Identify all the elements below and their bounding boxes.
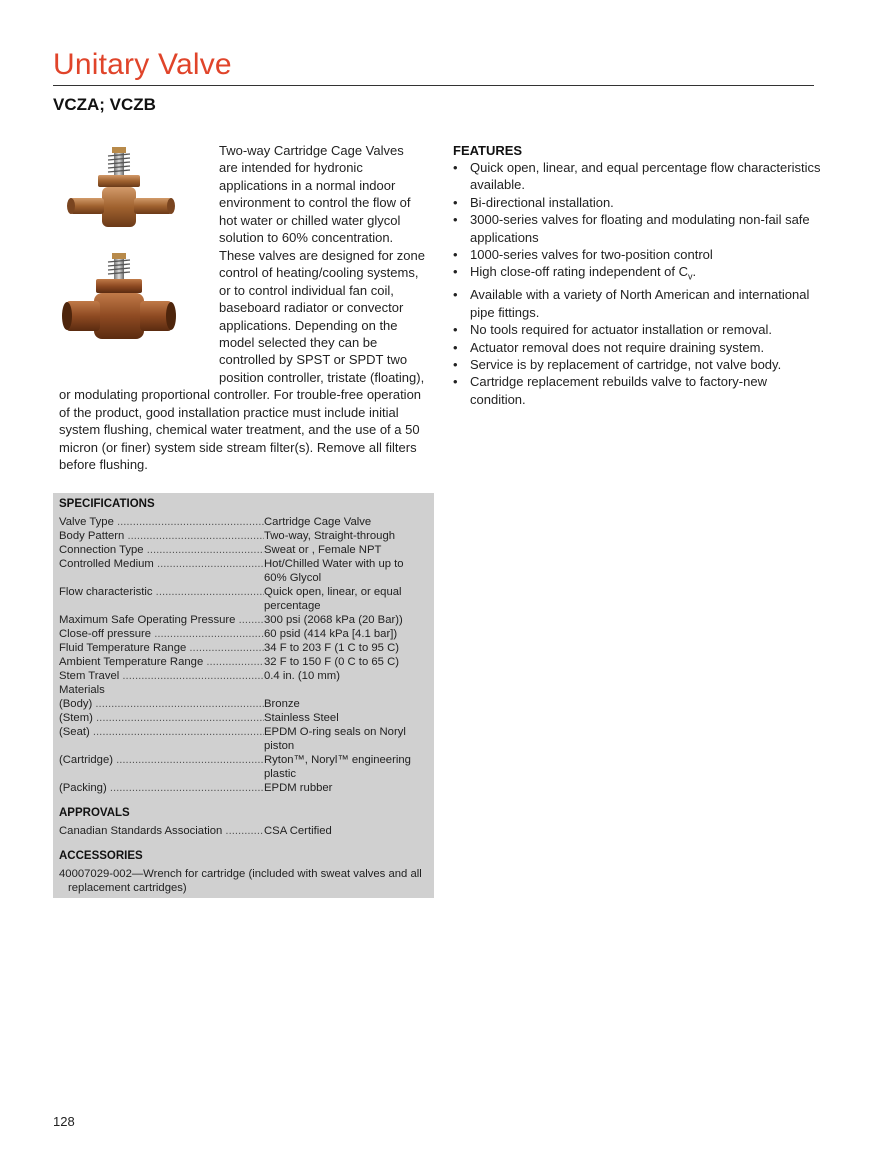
spec-value: 32 F to 150 F (0 C to 65 C) — [264, 656, 399, 668]
spec-row — [59, 669, 427, 683]
approval-row — [59, 824, 427, 838]
spec-label: Valve Type ..... — [59, 515, 264, 529]
spec-label: Maximum Safe Operating Pressure ..... — [59, 613, 264, 627]
spec-label: (Cartridge) ..... — [59, 753, 264, 781]
page-number: 128 — [53, 1114, 75, 1129]
spec-label: Canadian Standards Association ..... — [59, 824, 264, 838]
spec-value: Sweat or , Female NPT — [264, 544, 382, 556]
spec-value: EPDM O-ring seals on Noryl piston — [264, 726, 406, 752]
list-item: • Bi-directional installation. — [453, 194, 823, 211]
spec-row — [59, 543, 427, 557]
list-item: • 3000-series valves for floating and modulating non-fail safe applications — [453, 211, 823, 246]
spec-value: 34 F to 203 F (1 C to 95 C) — [264, 642, 399, 654]
cv-subscript: v — [688, 272, 693, 283]
spec-value: Ryton™, Noryl™ engineering plastic — [264, 754, 411, 780]
spec-row — [59, 627, 427, 641]
spec-label: (Stem) ..... — [59, 711, 264, 725]
list-item: • Service is by replacement of cartridge, not valve body. — [453, 356, 823, 373]
specifications-box — [53, 493, 434, 898]
spec-row — [59, 613, 427, 627]
spec-label: Body Pattern ..... — [59, 529, 264, 543]
materials-row — [59, 683, 427, 697]
list-item: • No tools required for actuator installation or removal. — [453, 321, 823, 338]
spec-label: (Seat) ..... — [59, 725, 264, 753]
spec-row — [59, 529, 427, 543]
features-heading: FEATURES — [453, 143, 523, 158]
spec-row — [59, 725, 427, 753]
spec-row — [59, 557, 427, 585]
spec-value: 60 psid (414 kPa [4.1 bar]) — [264, 628, 398, 640]
spec-label: Controlled Medium ..... — [59, 557, 264, 585]
spec-row — [59, 781, 427, 795]
spec-label: (Packing) ..... — [59, 781, 264, 795]
spec-label: Fluid Temperature Range ..... — [59, 641, 264, 655]
spec-value: Stainless Steel — [264, 712, 339, 724]
spec-label: (Body) ..... — [59, 697, 264, 711]
accessory-item — [59, 867, 427, 895]
spec-row — [59, 711, 427, 725]
spec-row — [59, 641, 427, 655]
page-title: Unitary Valve — [53, 48, 232, 81]
spec-label: Stem Travel ..... — [59, 669, 264, 683]
features-section — [453, 142, 823, 408]
spec-label: Ambient Temperature Range ..... — [59, 655, 264, 669]
spec-value: Hot/Chilled Water with up to 60% Glycol — [264, 558, 404, 584]
cv-feature-text: High close-off rating independent of C — [470, 264, 689, 280]
accessory-description: Wrench for cartridge (included with sweat valves and all replacement cartridges) — [68, 868, 422, 894]
intro-paragraph — [59, 142, 425, 474]
spec-row — [59, 753, 427, 781]
material-rows — [59, 697, 427, 795]
model-subtitle: VCZA; VCZB — [53, 95, 156, 114]
spec-row — [59, 515, 427, 529]
title-divider — [53, 85, 814, 86]
spec-row — [59, 697, 427, 711]
list-item — [453, 263, 823, 286]
spec-value: 0.4 in. (10 mm) — [264, 670, 340, 682]
intro-text: Two-way Cartridge Cage Valves are intended for hydronic applications in a normal indoor environment to control the flow of hot water or chilled water glycol solution to 60% concentration. These valves are designed for zone control of heating/cooling systems, or to control individual fan coil, baseboard radiator or convector applications. Depending on the model selected they can be controlled by SPST or SPDT two position controller, tristate (floating), or modulating proportional controller. For trouble-free operation of the product, good installation practice must include initial system flushing, chemical water treatment, and the use of a 50 micron (or finer) system side stream filter(s). Remove all filters before flushing. — [59, 143, 425, 473]
spec-value: EPDM rubber — [264, 782, 333, 794]
spec-value: CSA Certified — [264, 825, 332, 837]
spec-value: Quick open, linear, or equal percentage — [264, 586, 402, 612]
list-item: • Available with a variety of North American and international pipe fittings. — [453, 286, 823, 321]
spec-value: 300 psi (2068 kPa (20 Bar)) — [264, 614, 403, 626]
spec-label: Close-off pressure ..... — [59, 627, 264, 641]
accessories-heading: ACCESSORIES — [59, 850, 143, 862]
spec-value: Bronze — [264, 698, 300, 710]
spec-row — [59, 655, 427, 669]
materials-label: Materials — [59, 684, 105, 696]
list-item: • Quick open, linear, and equal percentage flow characteristics available. — [453, 159, 823, 194]
spec-value: Two-way, Straight-through — [264, 530, 396, 542]
spec-rows — [59, 515, 427, 683]
approvals-heading: APPROVALS — [59, 807, 130, 819]
list-item: • 1000-series valves for two-position control — [453, 246, 823, 263]
spec-value: Cartridge Cage Valve — [264, 516, 372, 528]
specifications-heading: SPECIFICATIONS — [59, 498, 155, 510]
photo-spacer — [59, 142, 219, 370]
features-list — [453, 159, 823, 408]
accessory-part-number: 40007029-002— — [59, 868, 144, 880]
specifications-content — [59, 497, 427, 895]
spec-row — [59, 585, 427, 613]
spec-label: Flow characteristic ..... — [59, 585, 264, 613]
list-item: • Cartridge replacement rebuilds valve to factory-new condition. — [453, 373, 823, 408]
list-item: • Actuator removal does not require draining system. — [453, 339, 823, 356]
spec-label: Connection Type ..... — [59, 543, 264, 557]
cv-period: . — [692, 264, 697, 280]
